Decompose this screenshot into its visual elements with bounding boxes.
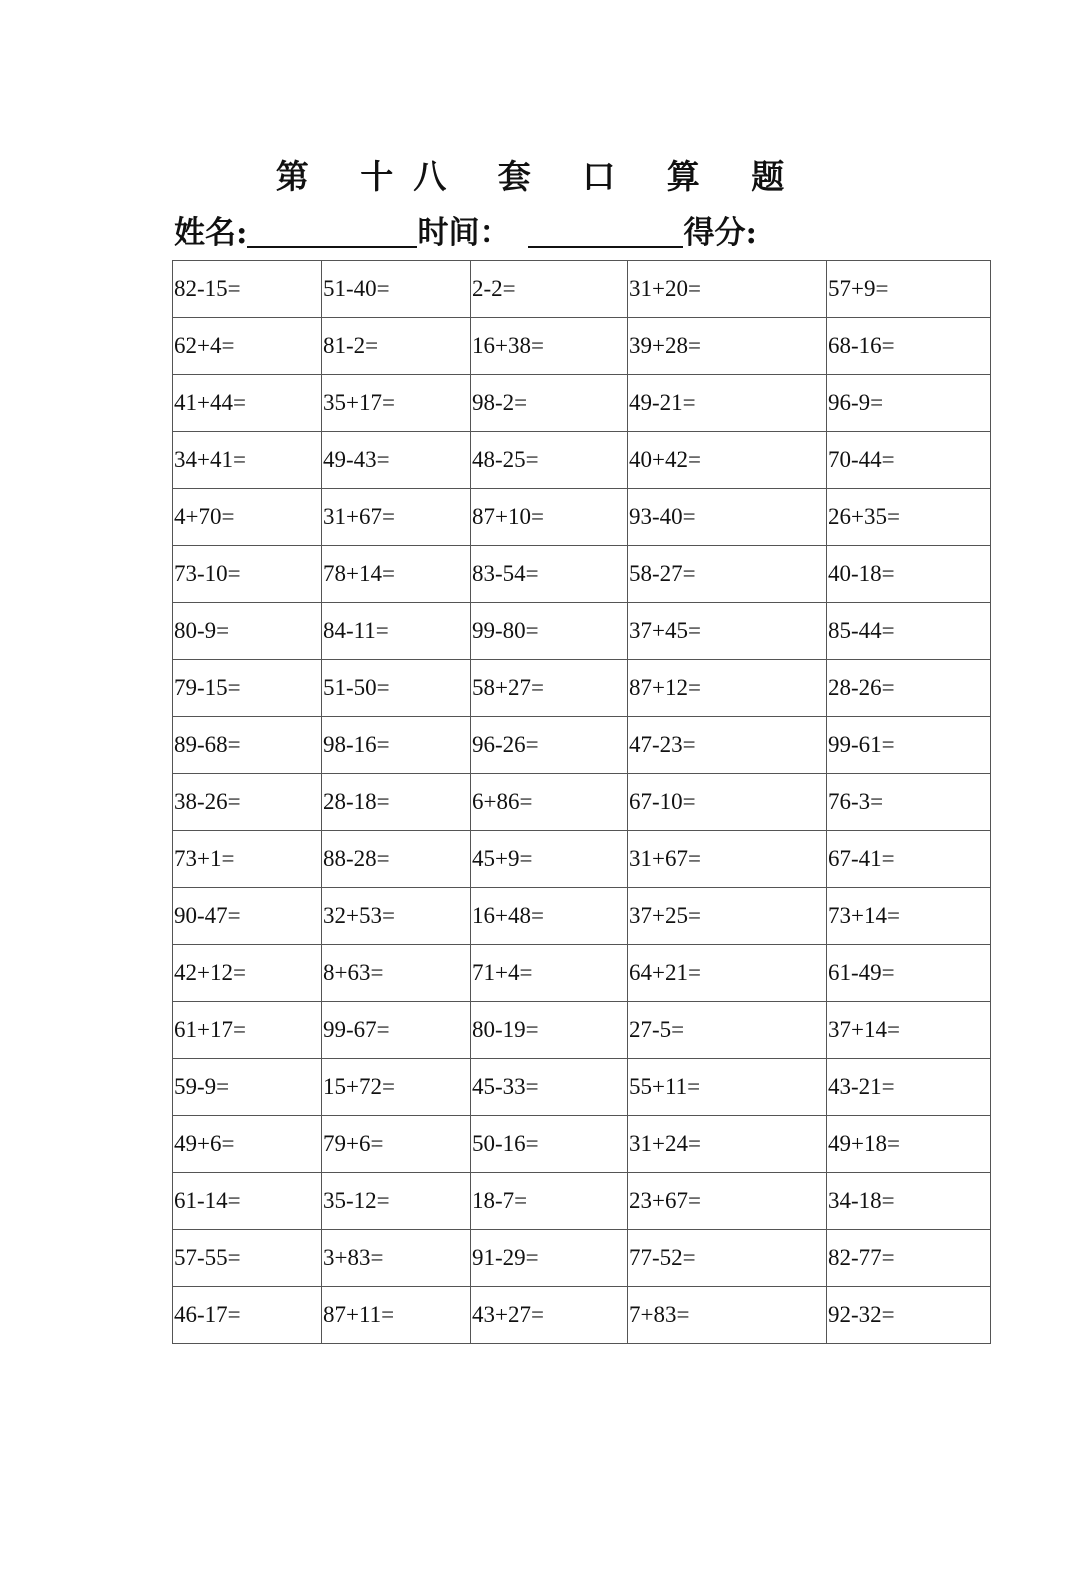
problem-cell: 39+28=	[628, 318, 827, 375]
problem-cell: 79-15=	[173, 660, 322, 717]
problem-cell: 43+27=	[471, 1287, 628, 1344]
problem-cell: 51-40=	[322, 261, 471, 318]
table-row	[173, 432, 991, 489]
problem-cell: 73+1=	[173, 831, 322, 888]
table-row	[173, 318, 991, 375]
problem-cell: 8+63=	[322, 945, 471, 1002]
problem-cell: 84-11=	[322, 603, 471, 660]
table-row	[173, 717, 991, 774]
problem-cell: 31+24=	[628, 1116, 827, 1173]
problem-cell: 93-40=	[628, 489, 827, 546]
problem-cell: 31+67=	[322, 489, 471, 546]
problem-cell: 3+83=	[322, 1230, 471, 1287]
table-row	[173, 774, 991, 831]
problem-cell: 49+18=	[827, 1116, 991, 1173]
page-title: 第 十八 套 口 算 题	[275, 157, 805, 196]
table-row	[173, 603, 991, 660]
problem-cell: 92-32=	[827, 1287, 991, 1344]
problem-cell: 99-80=	[471, 603, 628, 660]
problem-cell: 58+27=	[471, 660, 628, 717]
problem-cell: 96-26=	[471, 717, 628, 774]
problem-cell: 45+9=	[471, 831, 628, 888]
problem-cell: 57+9=	[827, 261, 991, 318]
problem-cell: 49+6=	[173, 1116, 322, 1173]
problem-cell: 71+4=	[471, 945, 628, 1002]
problem-cell: 99-61=	[827, 717, 991, 774]
problem-cell: 16+38=	[471, 318, 628, 375]
problem-cell: 85-44=	[827, 603, 991, 660]
problem-cell: 89-68=	[173, 717, 322, 774]
table-row	[173, 1230, 991, 1287]
problem-cell: 67-10=	[628, 774, 827, 831]
time-label: 时间：	[417, 215, 511, 251]
problem-cell: 7+83=	[628, 1287, 827, 1344]
problem-cell: 37+45=	[628, 603, 827, 660]
problem-cell: 23+67=	[628, 1173, 827, 1230]
problem-cell: 46-17=	[173, 1287, 322, 1344]
problem-cell: 82-15=	[173, 261, 322, 318]
name-blank[interactable]	[247, 208, 417, 248]
problem-cell: 45-33=	[471, 1059, 628, 1116]
table-row	[173, 1002, 991, 1059]
problem-cell: 49-43=	[322, 432, 471, 489]
problem-cell: 67-41=	[827, 831, 991, 888]
problem-cell: 82-77=	[827, 1230, 991, 1287]
problem-cell: 41+44=	[173, 375, 322, 432]
problem-cell: 6+86=	[471, 774, 628, 831]
problem-cell: 55+11=	[628, 1059, 827, 1116]
problem-cell: 98-2=	[471, 375, 628, 432]
problem-cell: 28-18=	[322, 774, 471, 831]
table-row	[173, 1173, 991, 1230]
table-row	[173, 546, 991, 603]
table-row	[173, 375, 991, 432]
problem-cell: 61-49=	[827, 945, 991, 1002]
problem-cell: 61+17=	[173, 1002, 322, 1059]
problem-cell: 43-21=	[827, 1059, 991, 1116]
problem-cell: 81-2=	[322, 318, 471, 375]
problem-cell: 47-23=	[628, 717, 827, 774]
table-row	[173, 660, 991, 717]
problem-cell: 16+48=	[471, 888, 628, 945]
problem-cell: 31+67=	[628, 831, 827, 888]
problem-cell: 80-9=	[173, 603, 322, 660]
problem-cell: 79+6=	[322, 1116, 471, 1173]
problem-table-body	[173, 261, 991, 1344]
problem-cell: 83-54=	[471, 546, 628, 603]
problem-cell: 77-52=	[628, 1230, 827, 1287]
problem-cell: 98-16=	[322, 717, 471, 774]
table-row	[173, 1116, 991, 1173]
problem-cell: 62+4=	[173, 318, 322, 375]
problem-cell: 80-19=	[471, 1002, 628, 1059]
problem-cell: 49-21=	[628, 375, 827, 432]
problem-cell: 91-29=	[471, 1230, 628, 1287]
problem-cell: 87+11=	[322, 1287, 471, 1344]
problem-cell: 40-18=	[827, 546, 991, 603]
problem-cell: 35+17=	[322, 375, 471, 432]
problem-cell: 88-28=	[322, 831, 471, 888]
table-row	[173, 1287, 991, 1344]
table-row	[173, 945, 991, 1002]
problem-cell: 37+25=	[628, 888, 827, 945]
problem-cell: 96-9=	[827, 375, 991, 432]
problem-cell: 73+14=	[827, 888, 991, 945]
name-label: 姓名:	[174, 215, 248, 251]
problem-cell: 42+12=	[173, 945, 322, 1002]
score-label: 得分:	[683, 215, 757, 251]
table-row	[173, 831, 991, 888]
problem-cell: 70-44=	[827, 432, 991, 489]
problem-cell: 31+20=	[628, 261, 827, 318]
table-row	[173, 888, 991, 945]
problem-cell: 99-67=	[322, 1002, 471, 1059]
problem-cell: 76-3=	[827, 774, 991, 831]
problem-cell: 34-18=	[827, 1173, 991, 1230]
problem-cell: 26+35=	[827, 489, 991, 546]
problem-cell: 59-9=	[173, 1059, 322, 1116]
problem-cell: 34+41=	[173, 432, 322, 489]
problem-cell: 68-16=	[827, 318, 991, 375]
problem-cell: 4+70=	[173, 489, 322, 546]
time-blank[interactable]	[528, 208, 683, 248]
problem-cell: 87+12=	[628, 660, 827, 717]
problem-cell: 87+10=	[471, 489, 628, 546]
problem-cell: 51-50=	[322, 660, 471, 717]
problem-cell: 61-14=	[173, 1173, 322, 1230]
problem-cell: 32+53=	[322, 888, 471, 945]
problem-cell: 27-5=	[628, 1002, 827, 1059]
problem-cell: 73-10=	[173, 546, 322, 603]
problem-cell: 37+14=	[827, 1002, 991, 1059]
problem-cell: 35-12=	[322, 1173, 471, 1230]
table-row	[173, 1059, 991, 1116]
student-info-line	[174, 208, 757, 258]
problem-cell: 90-47=	[173, 888, 322, 945]
problem-table	[172, 260, 991, 1344]
problem-cell: 57-55=	[173, 1230, 322, 1287]
problem-cell: 78+14=	[322, 546, 471, 603]
problem-cell: 15+72=	[322, 1059, 471, 1116]
problem-cell: 40+42=	[628, 432, 827, 489]
problem-cell: 2-2=	[471, 261, 628, 318]
problem-cell: 50-16=	[471, 1116, 628, 1173]
problem-cell: 18-7=	[471, 1173, 628, 1230]
problem-cell: 58-27=	[628, 546, 827, 603]
problem-cell: 48-25=	[471, 432, 628, 489]
problem-cell: 38-26=	[173, 774, 322, 831]
problem-cell: 64+21=	[628, 945, 827, 1002]
table-row	[173, 261, 991, 318]
problem-cell: 28-26=	[827, 660, 991, 717]
table-row	[173, 489, 991, 546]
